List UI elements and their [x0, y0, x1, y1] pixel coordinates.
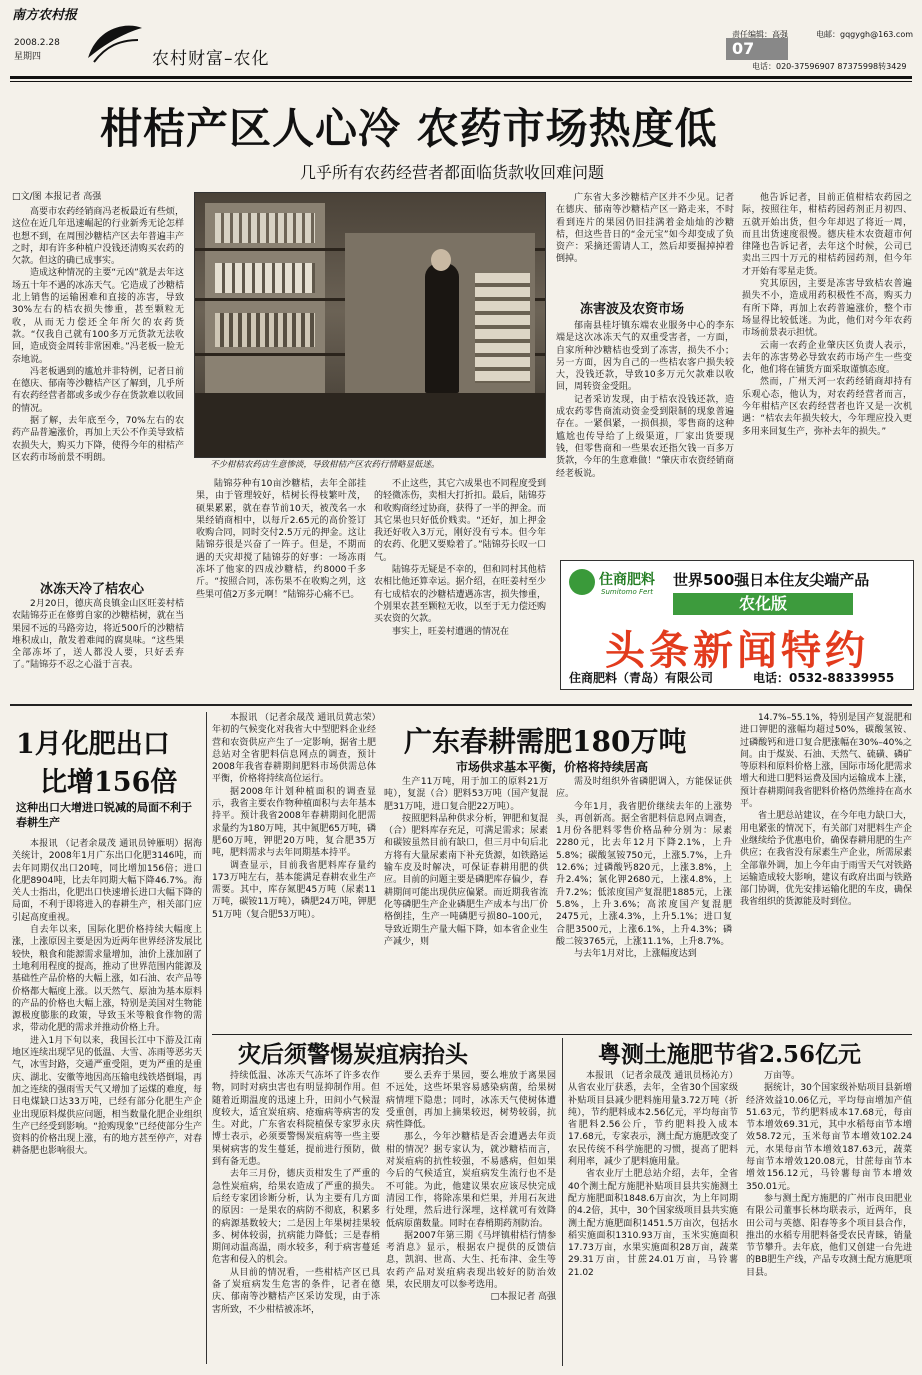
paragraph: 调查显示，目前我省肥料库存量约173万吨左右，基本能满足春耕农业生产需要。其中，库存氮肥45万吨（尿素11万吨，碳铵11万吨），磷肥24万吨，钾肥51万吨（复合肥53万吨）。 — [212, 860, 376, 920]
lead-subhead-freeze: 冻害波及农资市场 — [580, 302, 685, 317]
lead-column-1 — [12, 206, 184, 576]
spring-body-right — [740, 712, 912, 1030]
paragraph: 万亩等。 — [764, 1071, 801, 1081]
phone-label: 电话：020-37596907 87375998转3429 — [752, 62, 907, 71]
header-rule — [10, 76, 912, 79]
paragraph: 记者采访发现，由于桔农没钱还款，造成农药零售商流动资金受到限制的现象普遍存在。一紧俱紧，一损俱损，零售商的这种尴尬也传导给了上级渠道，厂家出货要现钱，但零售商和一些果农还指欠钱一百多万货款，今年的生意难做！”肇庆市农资经销商经老板说。 — [556, 394, 734, 479]
export-headline-line1: 1月化肥出口 — [16, 729, 170, 760]
paragraph: 要么丢弃于果园，要么堆放于离果园不远处，这些坏果容易感染病菌，给果树病情埋下隐患；同时，冰冻天气使树体遭受重创，再加上摘果较迟，树势较弱，抗病性降低。 — [386, 1071, 556, 1131]
spring-headline: 广东春耕需肥180万吨 — [404, 725, 687, 758]
ad-logo-icon — [569, 569, 595, 595]
paragraph: 自去年以来，国际化肥价格持续大幅度上涨，上涨原因主要是因为近两年世界经济发展比较快，粮食和能源需求量增加，油价上涨加剧了土地利用程度的提高，推动了世界范围内能源及基础性产品价格的大幅上涨，如石油、农产品等价格都大幅度上涨。以天然气、原油为基本原料的产品的价格也大幅上涨，特别是美国对生物能源极度膨胀的政策，导致玉米等粮食作物的需求，带动化肥的需求并推动价格上升。 — [12, 925, 202, 1034]
paragraph: 高要市农药经销商冯老板最近有些烦，这位在近几年迅速崛起的行业新秀无论怎样也想不到，在周围沙糖桔产区去年普遍丰产之时，却有许多种植户没钱还清购买农药的欠款。但这的确已成事实。 — [12, 207, 184, 267]
paragraph: 省农业厅土肥总站介绍，去年，全省40个测土配方施肥补贴项目县共实施测土配方施肥面积1848.6万亩次，为上年同期的4.2倍，其中，30个国家级项目县共实施测土配方施肥面积1451.5万亩次，包括水稻实施面积1310.93万亩，玉米实施面积17.73万亩，水果实施面积28万亩，蔬菜29.31万亩，甘蔗24.01万亩，马铃薯21.02 — [568, 1169, 738, 1278]
paragraph: 陆锦芬种有10亩沙糖桔，去年全部挂果，由于管理较好，桔树长得枝繁叶茂，硕果累累，就在春节前10天，被茂名一水果经销商相中，以每斤2.65元的高价签订收购合同，同时交付2.5万元的押金。这让陆锦芬很是兴奋了一阵子。但是，不期而遇的天灾却搅了陆锦芬的好事：一场冻雨冻坏了他家的四成沙糖桔，约8000千多斤。“按照合同，冻伤果不在收购之列，这些果可值2万多元啊！”陆锦芬心痛不已。 — [196, 479, 366, 600]
spring-subhead: 市场供求基本平衡，价格将持续居高 — [456, 760, 649, 774]
editor-label: 责任编辑：高强 — [732, 30, 788, 39]
lead-column-1b — [12, 598, 184, 698]
spring-body-mid — [556, 776, 732, 1030]
paragraph: 究其原因，主要是冻害导致桔农普遍损失不小，造成用药积极性不高，购买力有所下降，再加上农药普遍涨价，整个市场显得比较低迷。为此，他们对今年农药市场前景表示担忧。 — [742, 279, 912, 339]
paper-name: 南方农村报 — [12, 8, 78, 23]
paragraph: 广东省大多沙糖桔产区并不少见。记者在德庆、郁南等沙糖桔产区一路走来，不时看到连片的果园仍旧挂满着金灿灿的沙糖桔，但这些昔日的“金元宝”如今却变成了负资产：采摘还需请人工，然后却要掘掉掉着倒掉。 — [556, 193, 734, 265]
paragraph: 据2007年第三期《马坪镇柑桔行情参考消息》显示，根据农户提供的反馈信息，凯润、世高、大生、托布津、金生等农药产品对炭疽病表现出较好的防治效果，农民朋友可以参考选用。 — [386, 1230, 556, 1291]
ad-company: 住商肥料（青岛）有限公司 — [569, 671, 714, 685]
paragraph: 需及时组织外省磷肥调入，方能保证供应。 — [556, 777, 732, 800]
paragraph: 今年1月，我省肥价继续去年的上涨势头，再创新高。据全省肥料信息网点调查，1月份各肥料零售价格品种分别为：尿素2280元，比去年12月下降2.1%，上升5.8%；碳酸氢铵750元，上涨5.7%，上升12.6%；过磷酸钙820元，上涨3.8%，上升2.4%；氯化钾2680元，上涨4.8%，上升7.2%；低浓度国产复混肥1885元，上涨5.8%，上升3.6%；高浓度国产复混肥2475元，上涨4.3%，上升5.1%；进口复合肥3500元，上涨6.1%，上升4.3%；磷酸二铵3765元，上涨11.1%，上升8.7%。 — [556, 801, 732, 947]
soil-body-left — [568, 1070, 738, 1368]
disease-body-right — [386, 1070, 556, 1368]
ad-edition: 农化版 — [673, 593, 853, 615]
export-headline-line2: 比增156倍 — [40, 767, 178, 798]
paragraph: 造成这种情况的主要“元凶”就是去年这场五十年不遇的冰冻天气。它造成了沙糖桔北上销售的运输困难和直接的冻害，导致30%左右的桔农损失惨重，甚至颗粒无收，从而无力偿还全年所欠的农药货款。“仅我自己就有100多万元货款无法收回，造成资金周转非常困难。”冯老板一脸无奈地说。 — [12, 268, 184, 365]
lead-column-3 — [374, 478, 546, 690]
section-divider — [212, 1034, 912, 1035]
paragraph: 从目前的情况看，一些柑桔产区已具备了炭疽病发生危害的条件，记者在德庆、郁南等沙糖桔产区采访发现，由于冻害所致，不少柑桔被冻坏， — [212, 1267, 380, 1315]
disease-body-left — [212, 1070, 380, 1368]
paragraph: 云南一农药企业肇庆区负责人表示，去年的冻害势必导致农药市场产生一些变化，他们将在铺货方面采取谨慎态度。 — [742, 340, 912, 376]
spring-intro — [212, 712, 376, 1030]
paragraph: 进入1月下旬以来，我国长江中下游及江南地区连续出现罕见的低温、大雪、冻雨等恶劣天气，冰雪封路，交通严重受阻，更为严重的是重庆、湖北、安徽等地因高压输电线铁塔倒塌，再加之连续的强雨雪天气又增加了运煤的难度，每日电煤缺口达33万吨，已经有部分化肥生产企业出现原料煤供应问题，相当数量化肥企业组织生产已经受到影响。“抢购现象”已经使部分生产资料的价格出现上涨，有的地方甚至停产，对春耕备肥也影响很大。 — [12, 1035, 202, 1157]
paragraph: 去年三月份，德庆贡柑发生了严重的急性炭疽病，给果农造成了严重的损失。后经专家团诊断分析，认为主要有几方面的原因：一是果农的病防不彻底，积累多的病源基数较大；二是因上年果树挂果较多、树体较弱，抗病能力降低；三是春梢期间动温高温，雨水较多，利于病害蔓延危害和侵入的机会。 — [212, 1169, 380, 1266]
issue-weekday: 星期四 — [14, 52, 42, 62]
lead-column-4 — [556, 192, 734, 292]
paragraph: 冯老板遇到的尴尬并非特例，记者日前在德庆、郁南等沙糖桔产区了解到，几乎所有农药经营者都或多或少存在货款难以收回的情况。 — [12, 366, 184, 414]
masthead — [0, 0, 922, 84]
paragraph: 那么，今年沙糖桔是否会遭遇去年贡柑的情况？据专家认为，就沙糖桔而言，对炭疽病的抗性较强，不易感病，但如果今后的气候适宜，炭疽病发生流行也不是不可能。为此，他建议果农应该尽快完成清园工作，将除冻果和烂果，并用石灰进行处理，然后进行深埋，这样就可有效降低病原菌数量。同时在春梢期药剂防治。 — [386, 1132, 556, 1229]
photo-caption: 不少柑桔农药店生意惨淡，导致柑桔产区农药行情略显低迷。 — [210, 460, 440, 470]
lead-byline: □文/图 本报记者 高强 — [12, 192, 102, 202]
paragraph: 本报讯 （记者余晟茂 通讯员黄志荣）年初的气候变化对我省大中型肥料企业经营和农资供应产生了一定影响，据省土肥总站对全省肥料信息网点的调查，预计2008年我省春耕期间肥料市场供需总体平衡，价格将持续高位运行。 — [212, 713, 376, 785]
section-divider — [10, 704, 912, 706]
ad-brand: 住商肥料 — [599, 572, 655, 588]
section-title: 农村财富–农化 — [152, 49, 270, 69]
paragraph: 14.7%–55.1%，特别是国产复混肥和进口钾肥的涨幅均超过50%，碳酸氢铵、过磷酸钙和进口复合肥涨幅在30%–40%之间。由于煤炭、石油、天然气、硫磺、磷矿等原料和原料价格上涨，国际市场化肥需求增大和进口肥料运费及国内运输成本上涨，预计春耕期间我省肥料价格仍然维持在高水平。 — [740, 713, 912, 810]
paragraph: 据了解，去年底至今，70%左右的农药产品普遍涨价，再加上天公不作美导致桔农损失大，购买力下降，使得今年的柑桔产区农药市场前景不明朗。 — [12, 416, 184, 463]
export-body — [12, 838, 202, 1368]
paragraph: 2月20日，德庆高良镇金山区旺姜村桔农陆锦芬正在修剪自家的沙糖桔树，就在当果园不远的马路旁边，将近500斤的沙糖桔堆积成山，散发着难闻的腐臭味。“这些果全部冻坏了，送人都没人要，只好丢弃了。”陆锦芬不忍之心溢于言表。 — [12, 599, 184, 671]
paragraph: 据统计，30个国家级补贴项目县新增经济效益10.06亿元，平均每亩增加产值51.63元，节约肥料成本17.68元，每亩节本增效69.31元，其中水稻每亩节本增效58.72元，玉米每亩节本增效102.24元，水果每亩节本增效187.63元，蔬菜每亩节本增效120.08元，甘蔗每亩节本增效156.12元，马铃薯每亩节本增效350.01元。 — [746, 1083, 912, 1192]
lead-column-4b — [556, 320, 734, 552]
header-rule-thin — [10, 81, 912, 82]
lead-column-5 — [742, 192, 912, 554]
shop-photo — [194, 192, 546, 458]
leaf-logo-icon — [80, 18, 150, 68]
paragraph: 据2008年计划种植面积的调查显示，我省主要农作物种植面积与去年基本持平。预计我省2008年春耕期间化肥需求量约为180万吨，其中氮肥65万吨，磷肥60万吨，钾肥20万吨，复合肥35万吨，肥料需求与去年同期基本持平。 — [212, 786, 376, 859]
lead-headline: 柑桔产区人心冷 农药市场热度低 — [100, 104, 718, 153]
paragraph: 事实上，旺姜村遭遇的情况在 — [392, 626, 510, 637]
paragraph: 郁南县桂圩镇东端农业服务中心的李东端是这次冰冻天气的双重受害者，一方面，自家所种沙糖桔也受到了冻害，损失不小；另一方面，因为自己的一些桔农客户损失较大，没钱还款，导致10多万元欠款难以收回，周转资金受阻。 — [556, 321, 734, 393]
soil-headline: 粤测土施肥节省2.56亿元 — [598, 1041, 862, 1068]
fertilizer-ad[interactable] — [560, 560, 914, 690]
issue-date: 2008.2.28 — [14, 38, 60, 48]
paragraph: 陆锦芬无疑是不幸的，但和同村其他桔农相比他还算幸运。据介绍，在旺姜村至少有七成桔农的沙糖桔遭遇冻害，损失惨重，个别果农甚至颗粒无收，以至于无力偿还购买农资的欠款。 — [374, 565, 546, 625]
lead-subhead-cold: 冰冻天冷了桔农心 — [40, 582, 145, 597]
ad-phone: 电话：0532-88339955 — [753, 671, 895, 685]
paragraph: 本报讯 （记者余晟茂 通讯员钟雁明）据海关统计，2008年1月广东出口化肥3146吨，而去年同期仅出口20吨，同比增加156倍；进口化肥8904吨，比去年同期大幅下降46.7%。海关人士指出，化肥出口快速增长进口大幅下降的局面，不利于即将进入的春耕生产，相关部门应引起高度重视。 — [12, 839, 202, 923]
paragraph: 生产11万吨，用于加工的原料21万吨），复混（合）肥料53万吨（国产复混肥31万吨，进口复合肥22万吨）。 — [384, 777, 548, 812]
ad-brand-en: Sumitomo Fert — [601, 588, 653, 596]
disease-headline: 灾后须警惕炭疽病抬头 — [238, 1041, 468, 1068]
paragraph: 参与测土配方施肥的广州市良田肥业有限公司董事长林均联表示，近两年，良田公司与英德、阳春等多个项目县合作，推出的水稻专用肥料备受农民青睐，销量节节攀升。去年底，他们又创建一台先进的BB肥生产线，产品专攻测土配方施肥项目县。 — [746, 1193, 912, 1278]
column-divider — [206, 712, 207, 1364]
export-subhead: 这种出口大增进口锐减的局面不利于春耕生产 — [16, 801, 192, 829]
soil-body-right — [746, 1070, 912, 1368]
ad-slogan: 世界500强日本住友尖端产品 — [673, 571, 870, 589]
ad-headline: 头条新闻特约 — [605, 627, 869, 674]
spring-body-left — [384, 776, 548, 1030]
byline: □本报记者 高强 — [490, 1292, 556, 1303]
email-label: 电邮：gqgygh@163.com — [816, 30, 914, 39]
paragraph: 然而，广州天河一农药经销商却持有乐观心态，他认为，对农药经营者而言，今年柑桔产区农药经营者也许又是一次机遇：“桔农去年损失较大，今年理应投入更多用来回复生产，弥补去年的损失。” — [742, 377, 912, 437]
paragraph: 与去年1月对比，上涨幅度达到 — [574, 949, 697, 960]
paragraph: 本报讯 （记者余晟茂 通讯员杨沁方）从省农业厅获悉，去年，全省30个国家级补贴项目县减少肥料施用量3.72万吨（折纯），节约肥料成本2.56亿元，平均每亩节省肥料2.56公斤，节约肥料投入成本17.68元，专家表示，测土配方施肥改变了农民传统不科学施肥的习惯，提高了肥料利用率，减少了肥料施用量。 — [568, 1071, 738, 1168]
lead-column-2 — [196, 478, 366, 690]
paragraph: 省土肥总站建议，在今年电力缺口大，用电紧张的情况下，有关部门对肥料生产企业继续给予优惠电价，确保春耕用肥的生产供应；在我省没有尿素生产企业，所需尿素全部靠外调，加上今年由于雨雪天气对铁路运输造成较大影响，建议有政府出面与铁路部门协调，优先安排运输化肥的车皮，确保我省组织的货源能及时到位。 — [740, 811, 912, 908]
paragraph: 不止这些，其它六成果也不同程度受到的轻微冻伤，卖相大打折扣。最后，陆锦芬和收购商经过协商，获得了一半的押金。而其它果也只好低价贱卖。“还好，加上押金我还好收入3万元，刚好没有亏本。但今年的农药、化肥又要赊着了。”陆锦芬长叹一口气。 — [374, 479, 546, 563]
paragraph: 按照肥料品种供求分析，钾肥和复混（合）肥料库存充足，可满足需求；尿素和碳铵虽然目前有缺口，但三月中旬后北方将有大量尿素南下补充货源，如铁路运输车皮及时解决，可保证春耕用肥的供应。目前的问题主要是磷肥库存偏少，春耕期间可能出现供应偏紧。而近期我省流化等磷肥生产企业磷肥生产成本与出厂价格倒挂，生产一吨磷肥亏损80–100元，导致近期生产量大幅下降，如本省企业生产减少，则 — [384, 813, 548, 947]
paragraph: 他告诉记者，目前正值柑桔农药园之际，按照往年，柑桔药园药剂正月初四、五就开始出货，但今年却迟了将近一周，而且出货速度很慢。德庆桂木农资超市何律隆也告诉记者，去年这个时候，公司已卖出三四十万元的柑桔药园药剂，但今年才开始有零星走货。 — [742, 193, 912, 277]
page-number: 07 — [726, 38, 788, 60]
column-divider — [562, 1038, 563, 1366]
lead-subhead: 几乎所有农药经营者都面临货款收回难问题 — [300, 163, 605, 182]
paragraph: 持续低温、冰冻天气冻坏了许多农作物，同时对病虫害也有明显抑制作用。但随着近期温度的迅速上升，田间小气候湿度较大，适宜炭疽病、疮痂病等病害的发生。对此，广东省农科院植保专家罗永庆博士表示，必须要警惕炭疽病等一些主要果树病害的发生蔓延，提前进行预防，做到有备无患。 — [212, 1071, 380, 1168]
